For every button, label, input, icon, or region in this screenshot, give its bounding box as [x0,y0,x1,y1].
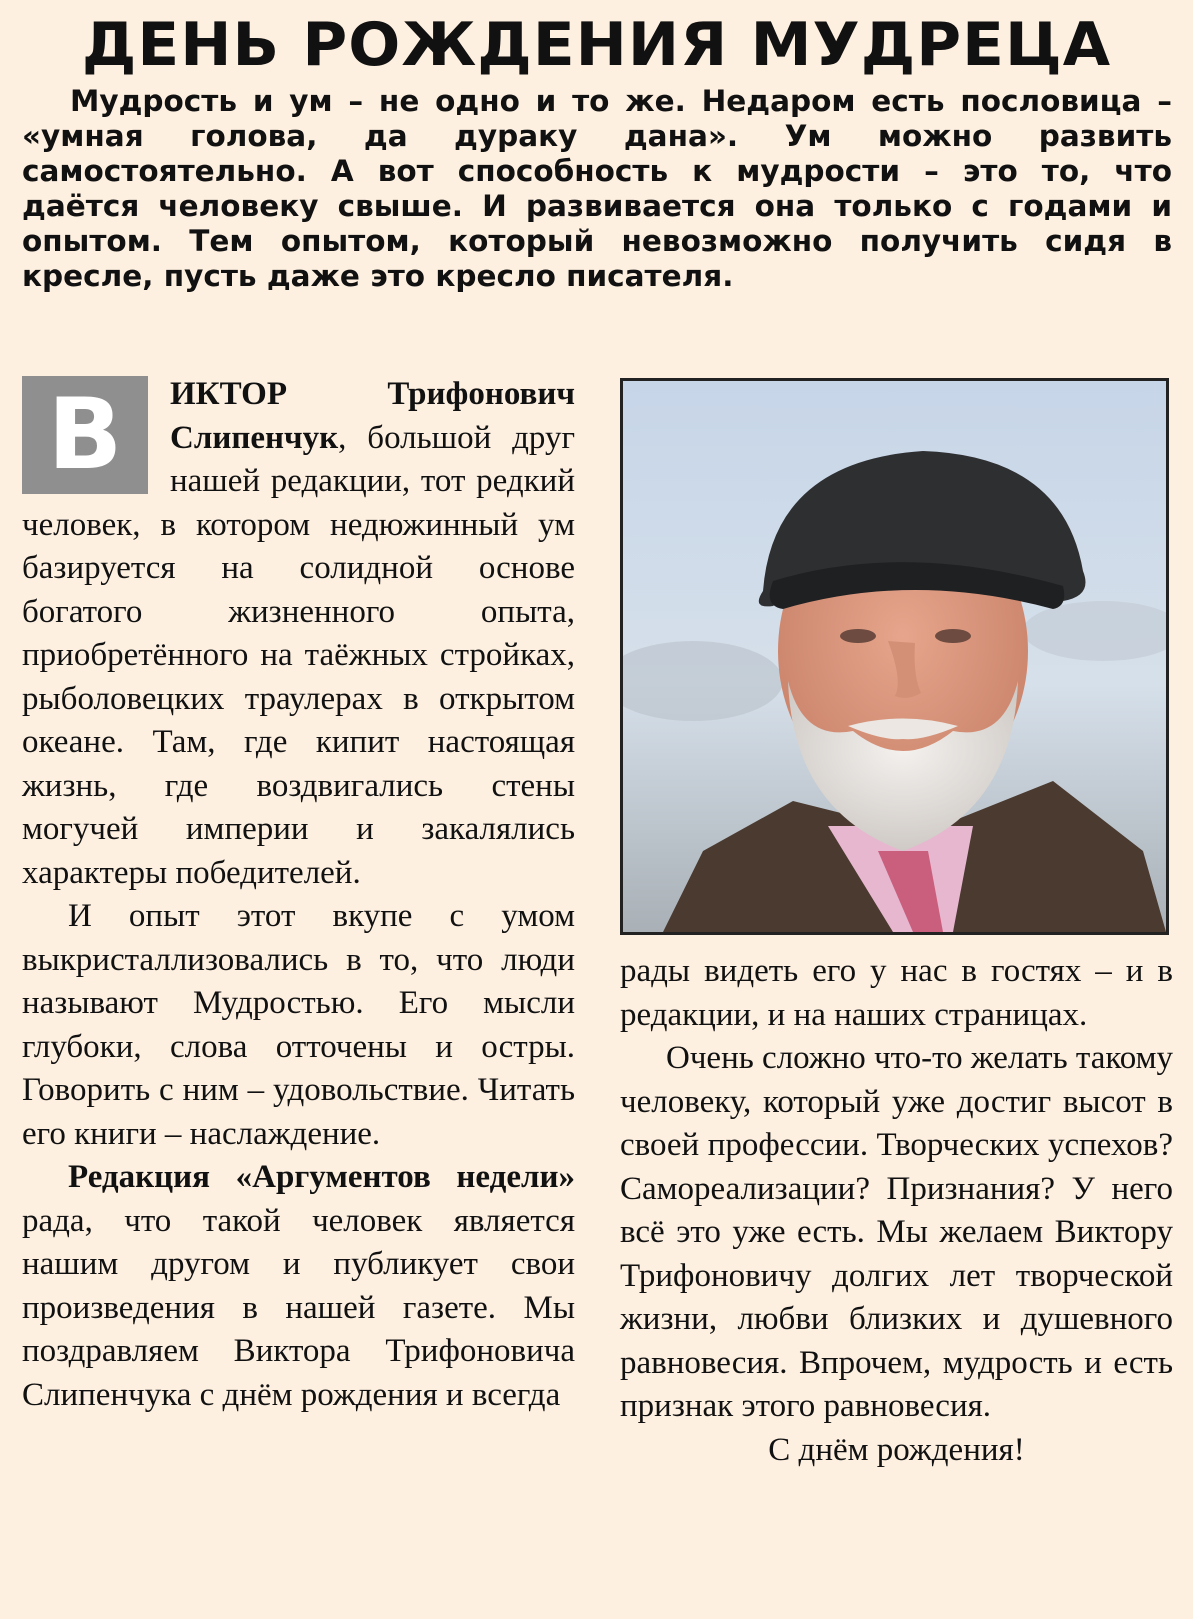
portrait-illustration [623,381,1166,932]
paragraph-4: Очень сложно что-то желать такому человеку, который уже достиг высот в своей профессии. Творческих успехов? Самореализации? Признания? У него всё это уже есть. Мы желаем Виктору Трифоновичу долгих лет творческой жизни, любви близких и душевного равновесия. Впрочем, мудрость и есть признак этого равновесия. [620,1040,1173,1424]
subject-name: ИКТОР Трифонович Слипенчук [170,376,575,456]
headline: ДЕНЬ РОЖДЕНИЯ МУДРЕЦА [81,10,1112,80]
paragraph-3-text: рада, что такой человек является нашим другом и публикует свои произведения в нашей газете. Мы поздравляем Виктора Трифоновича Слипенчука с днём рождения и всегда [22,1202,575,1413]
paragraph-3-continued: рады видеть его у нас в гостях – и в редакции, и на наших страницах. [620,953,1173,1033]
paragraph-2: И опыт этот вкупе с умом выкристаллизовались в то, что люди называют Мудростью. Его мысли глубоки, слова отточены и остры. Говорить с ним – удовольствие. Читать его книги – наслаждение. [22,898,575,1152]
closing-greeting: С днём рождения! [768,1431,1025,1468]
drop-cap: В [22,376,148,494]
right-column [620,950,1173,1472]
left-column [22,373,575,1417]
editorial-name: Редакция «Аргументов недели» [68,1159,575,1195]
lead-paragraph [22,84,1172,294]
lead-text: Мудрость и ум – не одно и то же. Недаром есть пословица – «умная голова, да дураку дана». Ум можно развить самостоятельно. А вот способность к мудрости – это то, что даётся человеку свыше. И развивается она только с годами и опытом. Тем опытом, который невозможно получить сидя в кресле, пусть даже это кресло писателя. [22,84,1172,293]
paragraph-3 [22,1156,575,1417]
paragraph-1-text: , большой друг нашей редакции, тот редкий человек, в котором недюжинный ум базируется на солидной основе богатого жизненного опыта, приобретённого на таёжных стройках, рыболовецких траулерах в открытом океане. Там, где кипит настоящая жизнь, где воздвигались стены могучей империи и закалялись характеры победителей. [22,419,575,891]
portrait-photo [620,378,1169,935]
